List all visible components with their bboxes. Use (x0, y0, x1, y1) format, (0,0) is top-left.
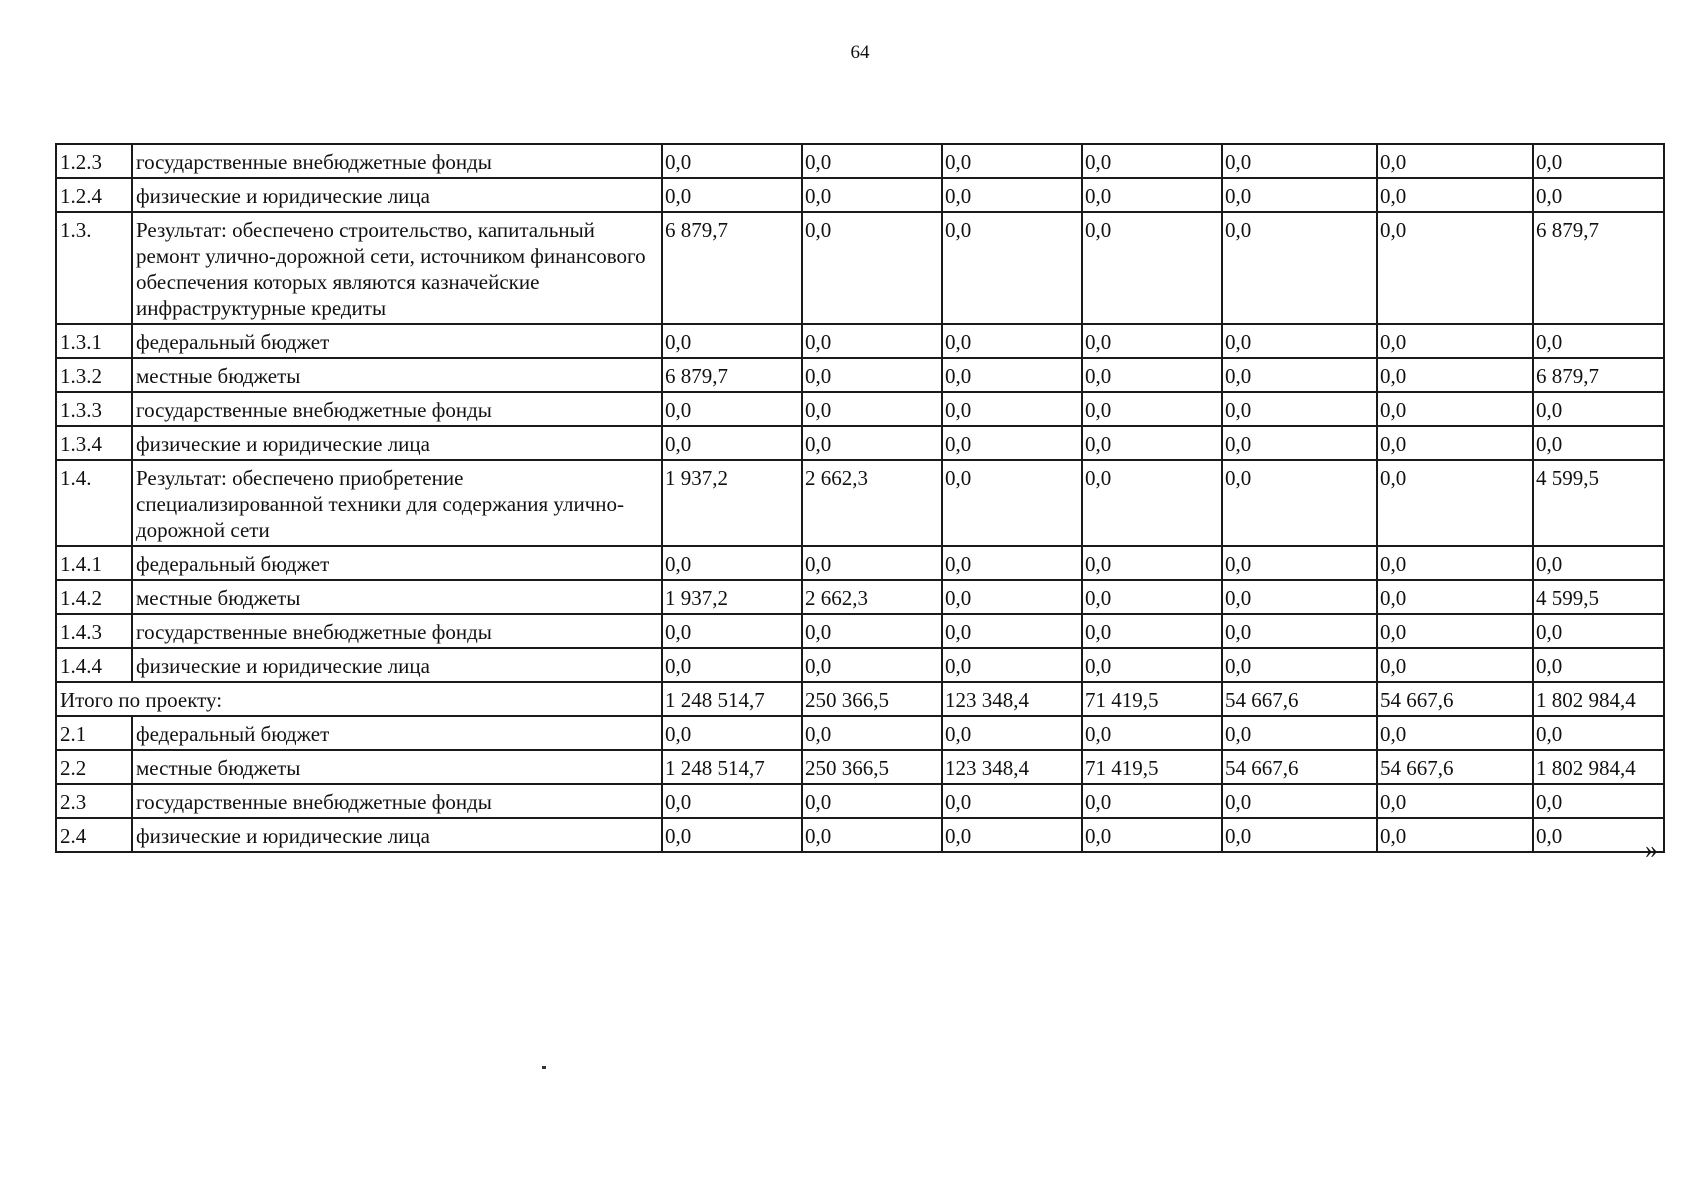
value-cell: 0,0 (662, 784, 802, 818)
value-cell: 4 599,5 (1533, 580, 1664, 614)
value-cell: 0,0 (942, 460, 1082, 546)
table-row (56, 178, 1664, 212)
value-cell: 0,0 (1377, 392, 1533, 426)
value-cell: 0,0 (942, 580, 1082, 614)
value-cell: 0,0 (802, 212, 942, 324)
budget-table (55, 143, 1665, 853)
total-row (56, 682, 1664, 716)
value-cell: 0,0 (1222, 460, 1377, 546)
value-cell: 0,0 (1377, 818, 1533, 852)
value-cell: 71 419,5 (1082, 682, 1222, 716)
value-cell: 0,0 (1533, 426, 1664, 460)
value-cell: 0,0 (662, 178, 802, 212)
value-cell: 0,0 (662, 392, 802, 426)
row-code: 1.2.3 (56, 144, 132, 178)
table-row (56, 426, 1664, 460)
value-cell: 0,0 (1377, 716, 1533, 750)
value-cell: 0,0 (942, 212, 1082, 324)
value-cell: 0,0 (802, 784, 942, 818)
value-cell: 0,0 (1082, 784, 1222, 818)
row-name: государственные внебюджетные фонды (132, 614, 662, 648)
table-row (56, 358, 1664, 392)
value-cell: 0,0 (1222, 426, 1377, 460)
row-name: государственные внебюджетные фонды (132, 784, 662, 818)
value-cell: 0,0 (1377, 426, 1533, 460)
value-cell: 1 248 514,7 (662, 682, 802, 716)
value-cell: 0,0 (1533, 716, 1664, 750)
value-cell: 0,0 (1377, 358, 1533, 392)
total-label: Итого по проекту: (56, 682, 662, 716)
value-cell: 0,0 (662, 716, 802, 750)
row-name: федеральный бюджет (132, 716, 662, 750)
value-cell: 54 667,6 (1222, 682, 1377, 716)
row-name: физические и юридические лица (132, 818, 662, 852)
row-name: физические и юридические лица (132, 178, 662, 212)
value-cell: 0,0 (662, 426, 802, 460)
table-row (56, 546, 1664, 580)
row-name: физические и юридические лица (132, 648, 662, 682)
value-cell: 0,0 (802, 818, 942, 852)
value-cell: 1 802 984,4 (1533, 750, 1664, 784)
value-cell: 0,0 (1377, 580, 1533, 614)
value-cell: 0,0 (802, 358, 942, 392)
row-code: 1.3. (56, 212, 132, 324)
row-code: 1.4. (56, 460, 132, 546)
row-name: Результат: обеспечено строительство, капитальный ремонт улично-дорожной сети, источником финансового обеспечения которых являются казначейские инфраструктурные кредиты (132, 212, 662, 324)
value-cell: 0,0 (1377, 648, 1533, 682)
value-cell: 0,0 (1222, 178, 1377, 212)
table-row (56, 144, 1664, 178)
table-row (56, 818, 1664, 852)
value-cell: 0,0 (1222, 546, 1377, 580)
row-name: Результат: обеспечено приобретение специализированной техники для содержания улично-дорожной сети (132, 460, 662, 546)
value-cell: 0,0 (1533, 392, 1664, 426)
row-code: 2.1 (56, 716, 132, 750)
value-cell: 6 879,7 (662, 358, 802, 392)
value-cell: 0,0 (1082, 324, 1222, 358)
value-cell: 0,0 (662, 648, 802, 682)
row-code: 1.4.4 (56, 648, 132, 682)
table-body (56, 144, 1664, 852)
value-cell: 0,0 (1082, 178, 1222, 212)
row-code: 1.2.4 (56, 178, 132, 212)
value-cell: 2 662,3 (802, 460, 942, 546)
value-cell: 0,0 (1082, 144, 1222, 178)
value-cell: 0,0 (1377, 460, 1533, 546)
row-name: государственные внебюджетные фонды (132, 392, 662, 426)
value-cell: 6 879,7 (1533, 358, 1664, 392)
table-row (56, 750, 1664, 784)
value-cell: 0,0 (942, 324, 1082, 358)
table-row (56, 716, 1664, 750)
value-cell: 0,0 (662, 324, 802, 358)
value-cell: 0,0 (662, 614, 802, 648)
value-cell: 1 937,2 (662, 460, 802, 546)
row-code: 1.3.2 (56, 358, 132, 392)
value-cell: 0,0 (802, 546, 942, 580)
value-cell: 0,0 (1082, 426, 1222, 460)
value-cell: 1 937,2 (662, 580, 802, 614)
value-cell: 0,0 (1222, 392, 1377, 426)
row-name: физические и юридические лица (132, 426, 662, 460)
value-cell: 0,0 (1377, 212, 1533, 324)
value-cell: 1 248 514,7 (662, 750, 802, 784)
table-row (56, 648, 1664, 682)
value-cell: 0,0 (942, 614, 1082, 648)
value-cell: 4 599,5 (1533, 460, 1664, 546)
value-cell: 0,0 (942, 716, 1082, 750)
value-cell: 54 667,6 (1377, 750, 1533, 784)
value-cell: 0,0 (1082, 546, 1222, 580)
value-cell: 0,0 (1533, 546, 1664, 580)
value-cell: 0,0 (1222, 144, 1377, 178)
value-cell: 0,0 (1222, 818, 1377, 852)
row-name: федеральный бюджет (132, 546, 662, 580)
value-cell: 6 879,7 (1533, 212, 1664, 324)
value-cell: 0,0 (1533, 818, 1664, 852)
value-cell: 250 366,5 (802, 682, 942, 716)
value-cell: 0,0 (1222, 212, 1377, 324)
value-cell: 54 667,6 (1377, 682, 1533, 716)
table-row (56, 614, 1664, 648)
value-cell: 0,0 (1377, 144, 1533, 178)
value-cell: 0,0 (802, 614, 942, 648)
value-cell: 0,0 (1377, 324, 1533, 358)
row-code: 2.3 (56, 784, 132, 818)
value-cell: 0,0 (1377, 178, 1533, 212)
row-code: 1.4.3 (56, 614, 132, 648)
value-cell: 0,0 (1222, 784, 1377, 818)
value-cell: 0,0 (1082, 716, 1222, 750)
value-cell: 0,0 (1082, 648, 1222, 682)
row-code: 1.4.2 (56, 580, 132, 614)
value-cell: 0,0 (1082, 614, 1222, 648)
value-cell: 6 879,7 (662, 212, 802, 324)
value-cell: 0,0 (942, 648, 1082, 682)
row-code: 1.3.1 (56, 324, 132, 358)
value-cell: 0,0 (1082, 392, 1222, 426)
table-row (56, 580, 1664, 614)
row-name: местные бюджеты (132, 580, 662, 614)
value-cell: 0,0 (1533, 614, 1664, 648)
value-cell: 0,0 (1377, 614, 1533, 648)
value-cell: 0,0 (1222, 358, 1377, 392)
value-cell: 0,0 (1377, 546, 1533, 580)
value-cell: 0,0 (942, 144, 1082, 178)
value-cell: 0,0 (662, 818, 802, 852)
value-cell: 0,0 (802, 324, 942, 358)
value-cell: 0,0 (802, 648, 942, 682)
value-cell: 0,0 (802, 178, 942, 212)
value-cell: 250 366,5 (802, 750, 942, 784)
value-cell: 0,0 (662, 144, 802, 178)
scan-speck (542, 1066, 546, 1069)
table-row (56, 212, 1664, 324)
value-cell: 0,0 (1533, 648, 1664, 682)
value-cell: 2 662,3 (802, 580, 942, 614)
row-name: местные бюджеты (132, 358, 662, 392)
value-cell: 0,0 (1082, 212, 1222, 324)
row-name: федеральный бюджет (132, 324, 662, 358)
value-cell: 0,0 (1222, 614, 1377, 648)
value-cell: 0,0 (942, 818, 1082, 852)
value-cell: 0,0 (802, 392, 942, 426)
table-row (56, 784, 1664, 818)
row-name: государственные внебюджетные фонды (132, 144, 662, 178)
value-cell: 0,0 (942, 178, 1082, 212)
row-code: 1.4.1 (56, 546, 132, 580)
value-cell: 0,0 (942, 426, 1082, 460)
row-code: 2.4 (56, 818, 132, 852)
value-cell: 1 802 984,4 (1533, 682, 1664, 716)
value-cell: 123 348,4 (942, 682, 1082, 716)
value-cell: 0,0 (1222, 580, 1377, 614)
value-cell: 0,0 (802, 426, 942, 460)
row-name: местные бюджеты (132, 750, 662, 784)
value-cell: 0,0 (1377, 784, 1533, 818)
value-cell: 71 419,5 (1082, 750, 1222, 784)
value-cell: 0,0 (942, 358, 1082, 392)
value-cell: 0,0 (1082, 358, 1222, 392)
value-cell: 0,0 (802, 144, 942, 178)
page-number: 64 (850, 42, 870, 63)
value-cell: 54 667,6 (1222, 750, 1377, 784)
closing-quote-mark: » (1645, 835, 1658, 864)
value-cell: 0,0 (942, 392, 1082, 426)
value-cell: 0,0 (1222, 324, 1377, 358)
table-row (56, 460, 1664, 546)
row-code: 1.3.4 (56, 426, 132, 460)
value-cell: 0,0 (1082, 460, 1222, 546)
table-row (56, 392, 1664, 426)
value-cell: 0,0 (942, 546, 1082, 580)
value-cell: 0,0 (1533, 144, 1664, 178)
value-cell: 0,0 (1082, 818, 1222, 852)
value-cell: 0,0 (1533, 784, 1664, 818)
value-cell: 0,0 (1533, 324, 1664, 358)
value-cell: 123 348,4 (942, 750, 1082, 784)
row-code: 1.3.3 (56, 392, 132, 426)
table-row (56, 324, 1664, 358)
value-cell: 0,0 (942, 784, 1082, 818)
row-code: 2.2 (56, 750, 132, 784)
value-cell: 0,0 (802, 716, 942, 750)
value-cell: 0,0 (1222, 648, 1377, 682)
value-cell: 0,0 (1082, 580, 1222, 614)
value-cell: 0,0 (1533, 178, 1664, 212)
value-cell: 0,0 (662, 546, 802, 580)
value-cell: 0,0 (1222, 716, 1377, 750)
